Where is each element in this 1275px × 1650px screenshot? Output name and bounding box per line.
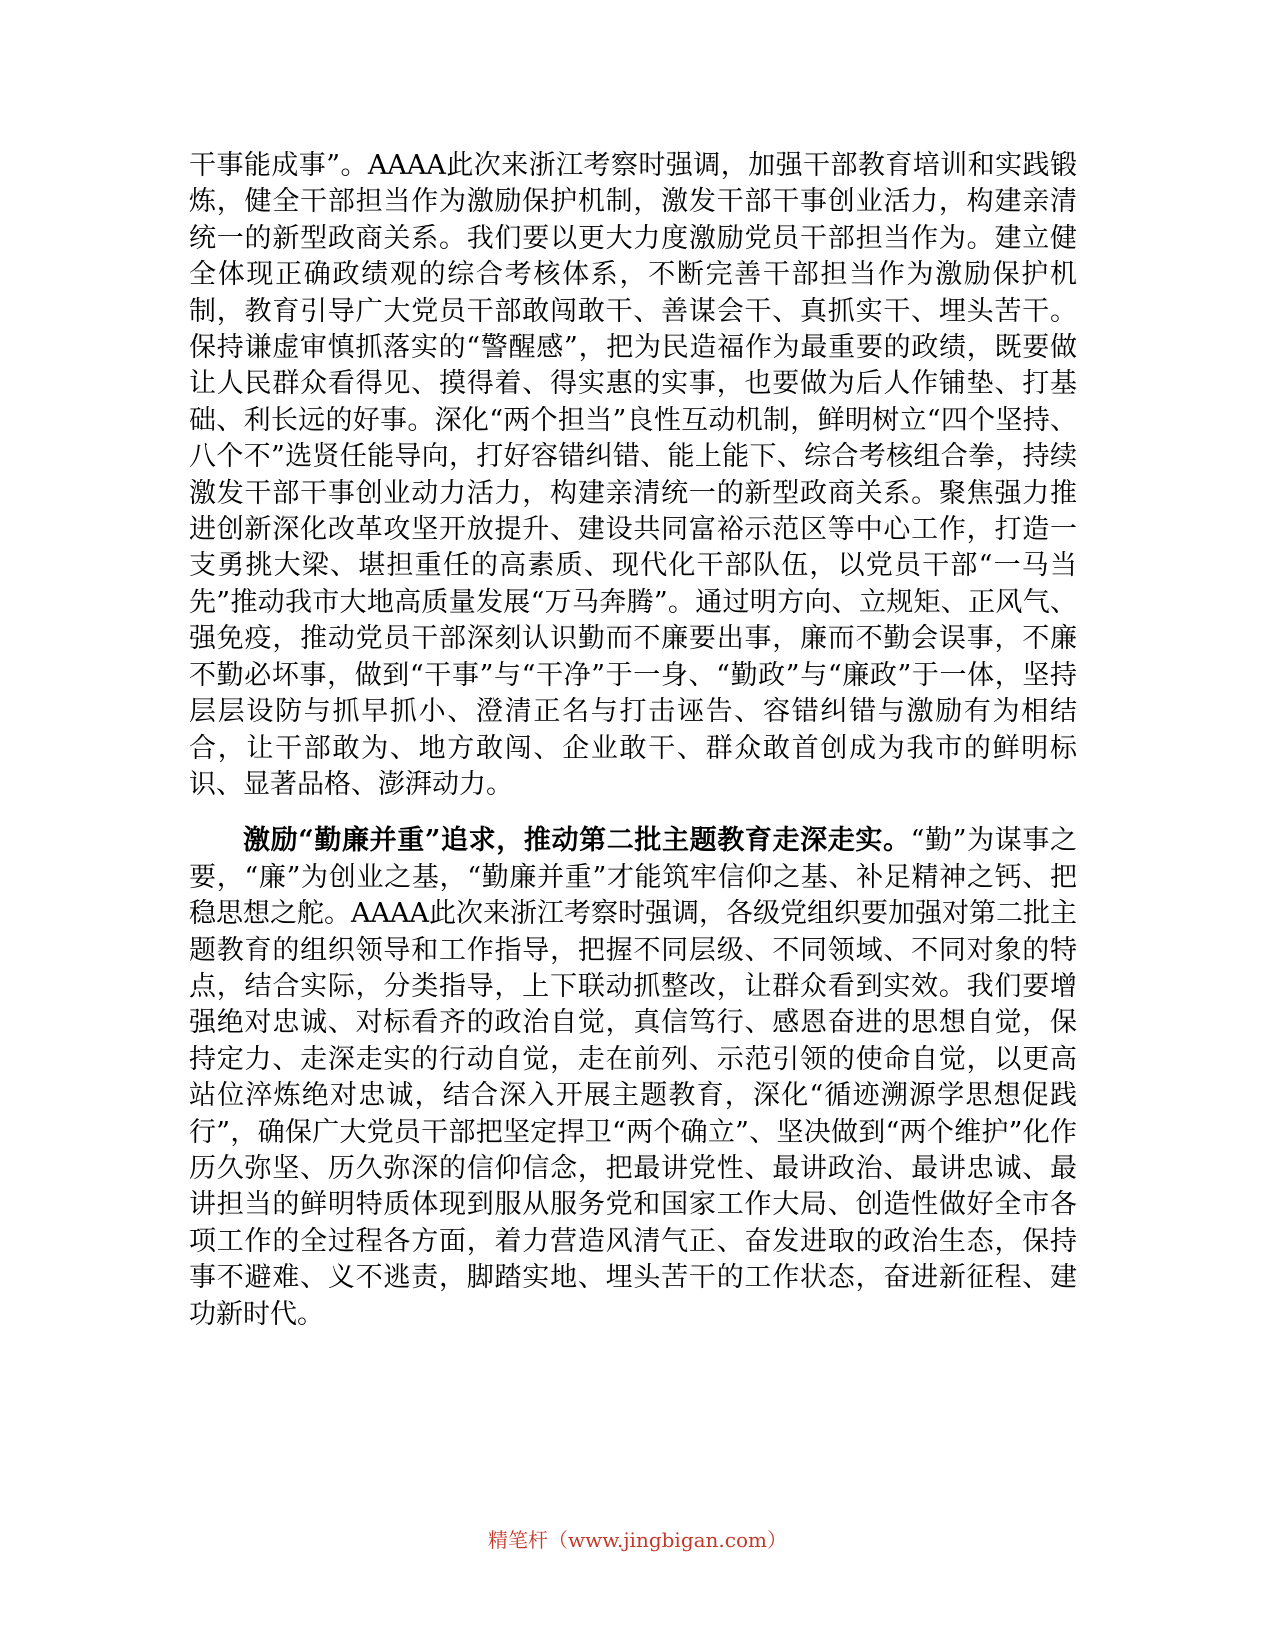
- paragraph-2-body: “勤”为谋事之要，“廉”为创业之基，“勤廉并重”才能筑牢信仰之基、补足精神之钙、把稳思想之舵。AAAA此次来浙江考察时强调，各级党组织要加强对第二批主题教育的组织领导和工作指导，把握不同层级、不同领域、不同对象的特点，结合实际，分类指导，上下联动抓整改，让群众看到实效。我们要增强绝对忠诚、对标看齐的政治自觉，真信笃行、感恩奋进的思想自觉，保持定力、走深走实的行动自觉，走在前列、示范引领的使命自觉，以更高站位淬炼绝对忠诚，结合深入开展主题教育，深化“循迹溯源学思想促践行”，确保广大党员干部把坚定捍卫“两个确立”、坚决做到“两个维护”化作历久弥坚、历久弥深的信仰信念，把最讲党性、最讲政治、最讲忠诚、最讲担当的鲜明特质体现到服从服务党和国家工作大局、创造性做好全市各项工作的全过程各方面，着力营造风清气正、奋发进取的政治生态，保持事不避难、义不逃责，脚踏实地、埋头苦干的工作状态，奋进新征程、建功新时代。: [189, 825, 1078, 1330]
- document-body: [189, 148, 1077, 1333]
- paragraph-2-lead: 激励“勤廉并重”追求，推动第二批主题教育走深走实。: [243, 825, 911, 857]
- paragraph-1: 干事能成事”。AAAA此次来浙江考察时强调，加强干部教育培训和实践锻炼，健全干部担当作为激励保护机制，激发干部干事创业活力，构建亲清统一的新型政商关系。我们要以更大力度激励党员干部担当作为。建立健全体现正确政绩观的综合考核体系，不断完善干部担当作为激励保护机制，教育引导广大党员干部敢闯敢干、善谋会干、真抓实干、埋头苦干。保持谦虚审慎抓落实的“警醒感”，把为民造福作为最重要的政绩，既要做让人民群众看得见、摸得着、得实惠的实事，也要做为后人作铺垫、打基础、利长远的好事。深化“两个担当”良性互动机制，鲜明树立“四个坚持、八个不”选贤任能导向，打好容错纠错、能上能下、综合考核组合拳，持续激发干部干事创业动力活力，构建亲清统一的新型政商关系。聚焦强力推进创新深化改革攻坚开放提升、建设共同富裕示范区等中心工作，打造一支勇挑大梁、堪担重任的高素质、现代化干部队伍，以党员干部“一马当先”推动我市大地高质量发展“万马奔腾”。通过明方向、立规矩、正风气、强免疫，推动党员干部深刻认识勤而不廉要出事，廉而不勤会误事，不廉不勤必坏事，做到“干事”与“干净”于一身、“勤政”与“廉政”于一体，坚持层层设防与抓早抓小、澄清正名与打击诬告、容错纠错与激励有为相结合，让干部敢为、地方敢闯、企业敢干、群众敢首创成为我市的鲜明标识、显著品格、澎湃动力。: [189, 150, 1077, 800]
- paragraph-2: [189, 823, 1077, 1333]
- footer-watermark: 精笔杆（www.jingbigan.com）: [488, 1528, 787, 1552]
